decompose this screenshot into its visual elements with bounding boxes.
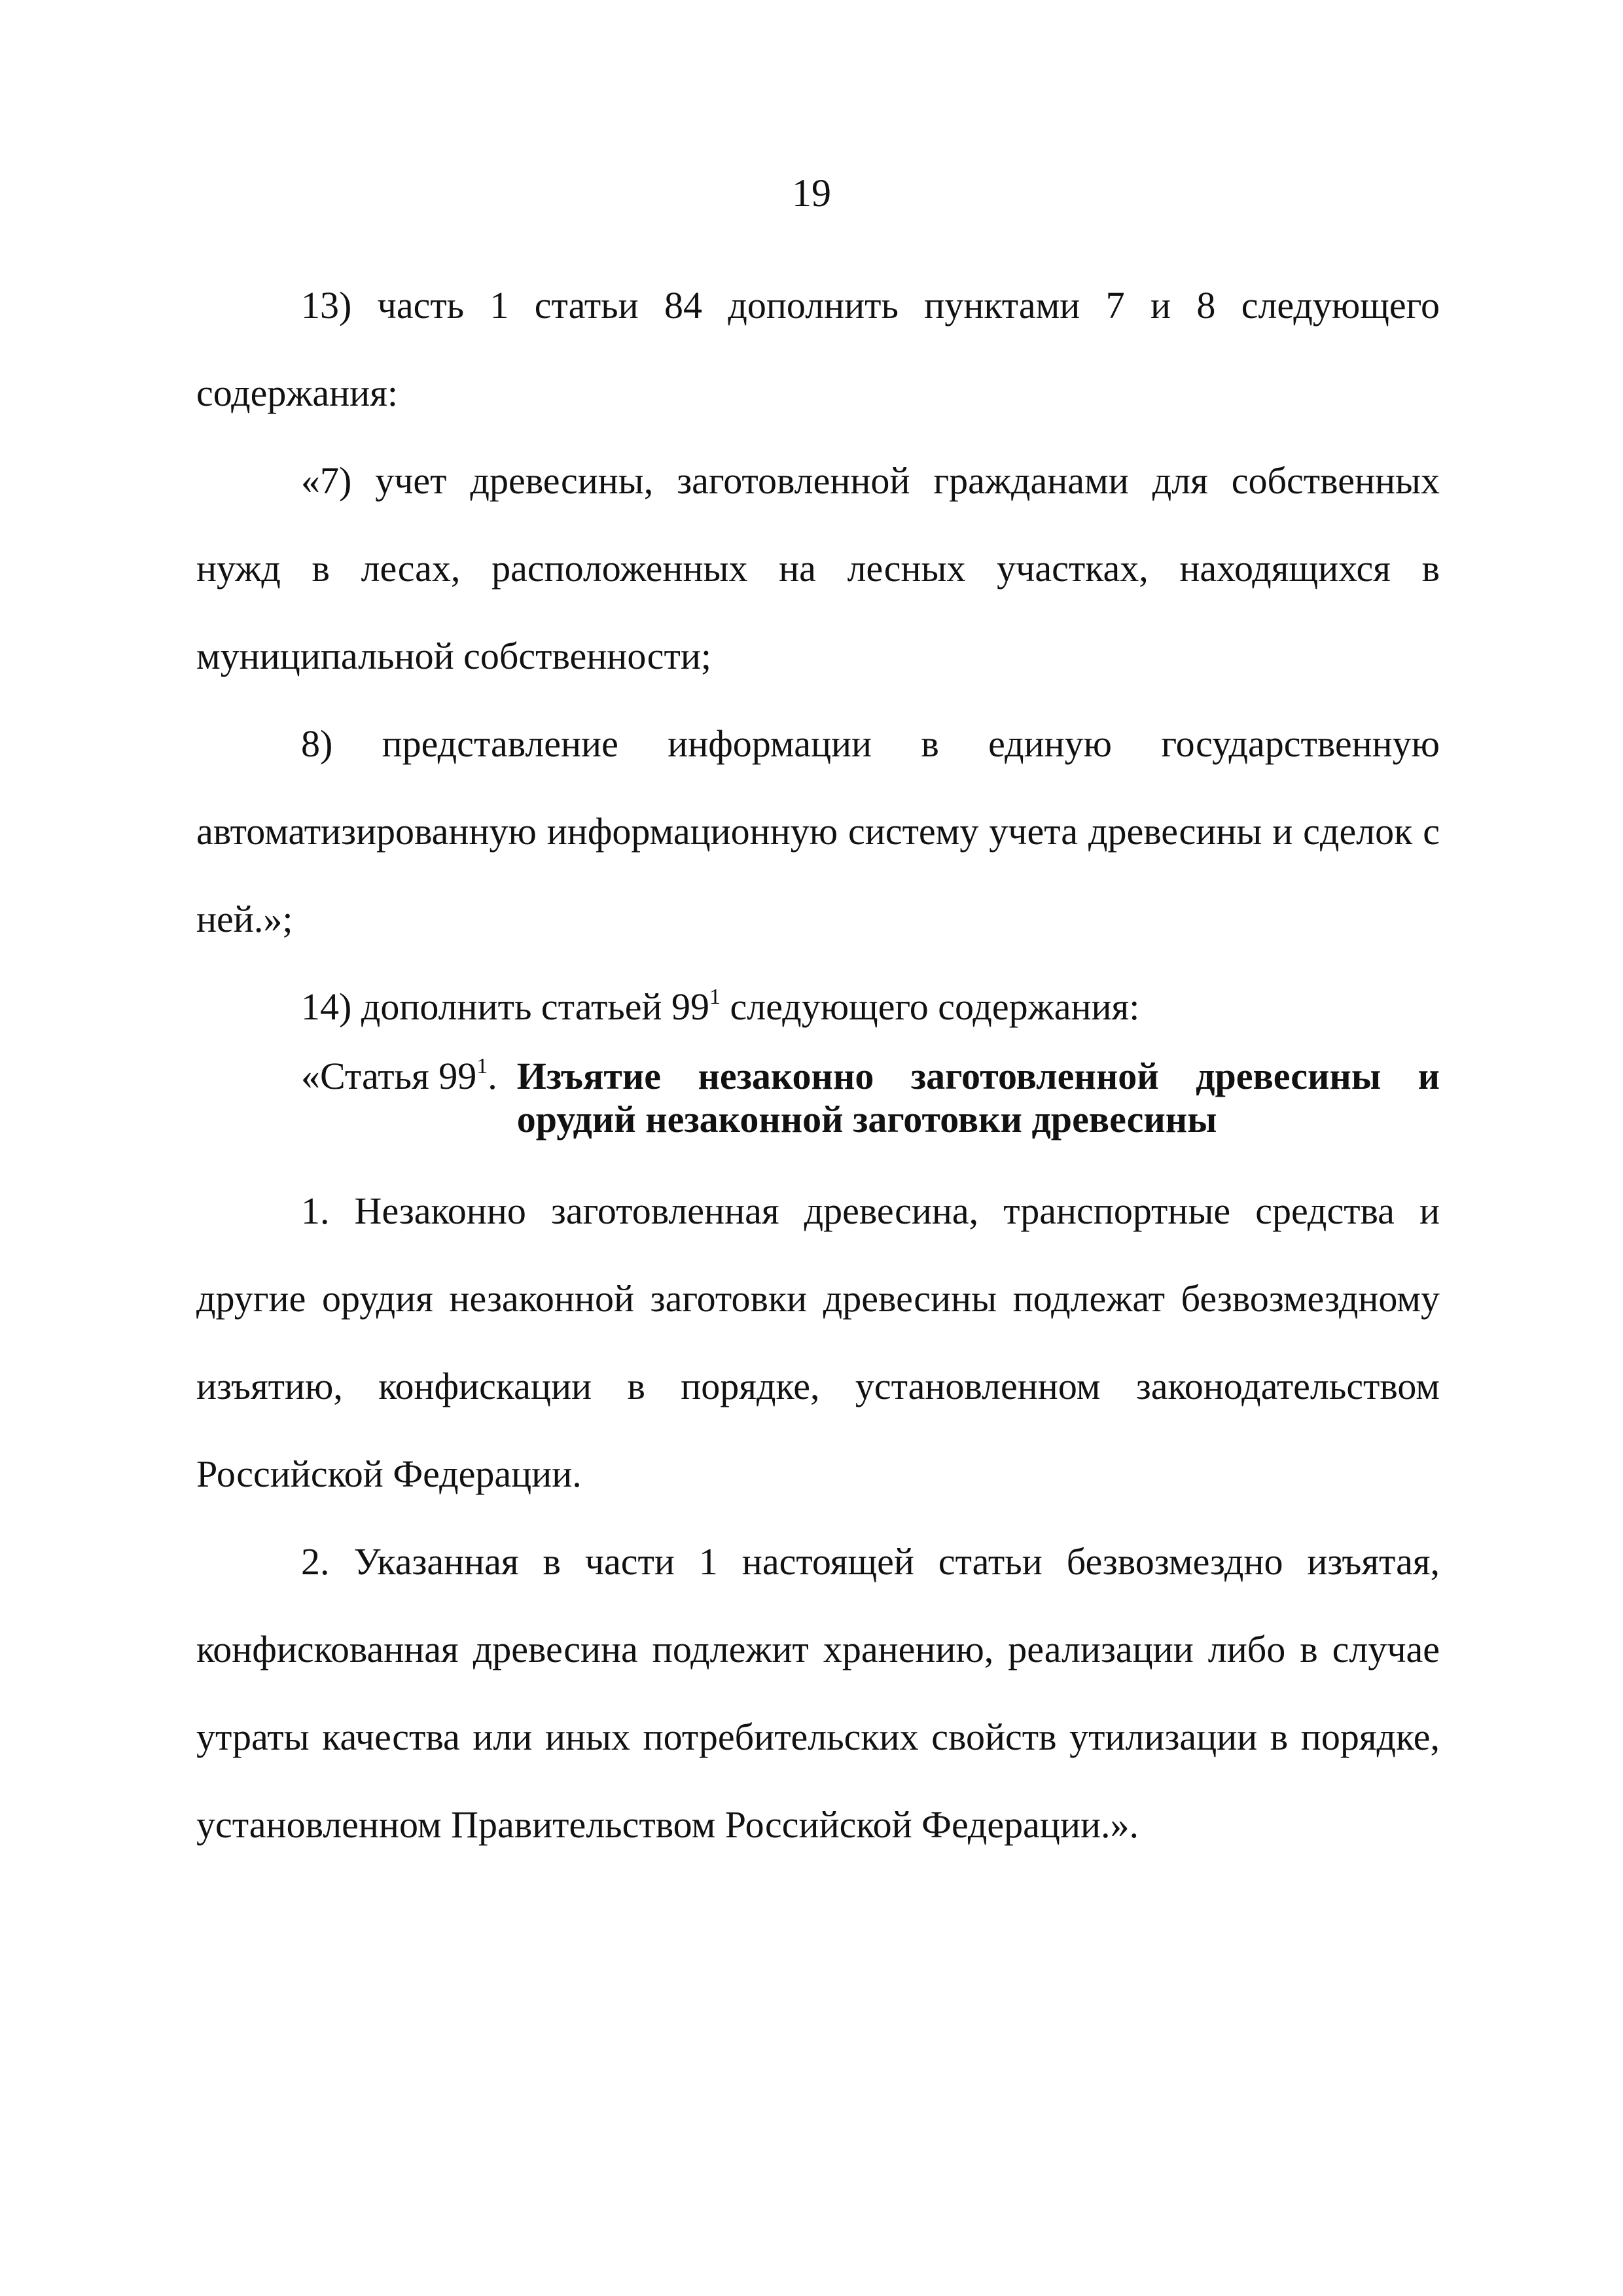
document-body [196,262,1440,1869]
article-title: Изъятие незаконно заготовленной древесины и орудий незаконной заготовки древесины [516,1055,1440,1140]
item-14-superscript: 1 [709,984,721,1009]
item-14-text-after: следующего содержания: [721,985,1140,1028]
clause-1: 1. Незаконно заготовленная древесина, транспортные средства и другие орудия незаконной заготовки древесины подлежат безвозмездному изъятию, конфискации в порядке, установленном законодательством Российской Федерации. [196,1190,1440,1495]
item-14-text-before: 14) дополнить статьей 99 [301,985,710,1028]
page-number: 19 [792,171,831,215]
paragraph-item-13: 13) часть 1 статьи 84 дополнить пунктами 7 и 8 следующего содержания: [196,284,1440,414]
article-label-period: . [488,1055,497,1097]
clause-2: 2. Указанная в части 1 настоящей статьи безвозмездно изъятая, конфискованная древесина подлежит хранению, реализации либо в случае утраты качества или иных потребительских свойств утилизации в порядке, установленном Правительством Российской Федерации.». [196,1540,1440,1846]
paragraph-item-8: 8) представление информации в единую государственную автоматизированную информационную систему учета древесины и сделок с ней.»; [196,722,1440,940]
article-label [196,1055,517,1141]
article-heading [196,1055,1440,1141]
article-label-text: «Статья 99 [301,1055,477,1097]
paragraph-item-7: «7) учет древесины, заготовленной гражданами для собственных нужд в лесах, расположенных на лесных участках, находящихся в муниципальной собственности; [196,459,1440,677]
article-label-superscript: 1 [476,1053,488,1078]
paragraph-item-14 [196,963,1440,1051]
